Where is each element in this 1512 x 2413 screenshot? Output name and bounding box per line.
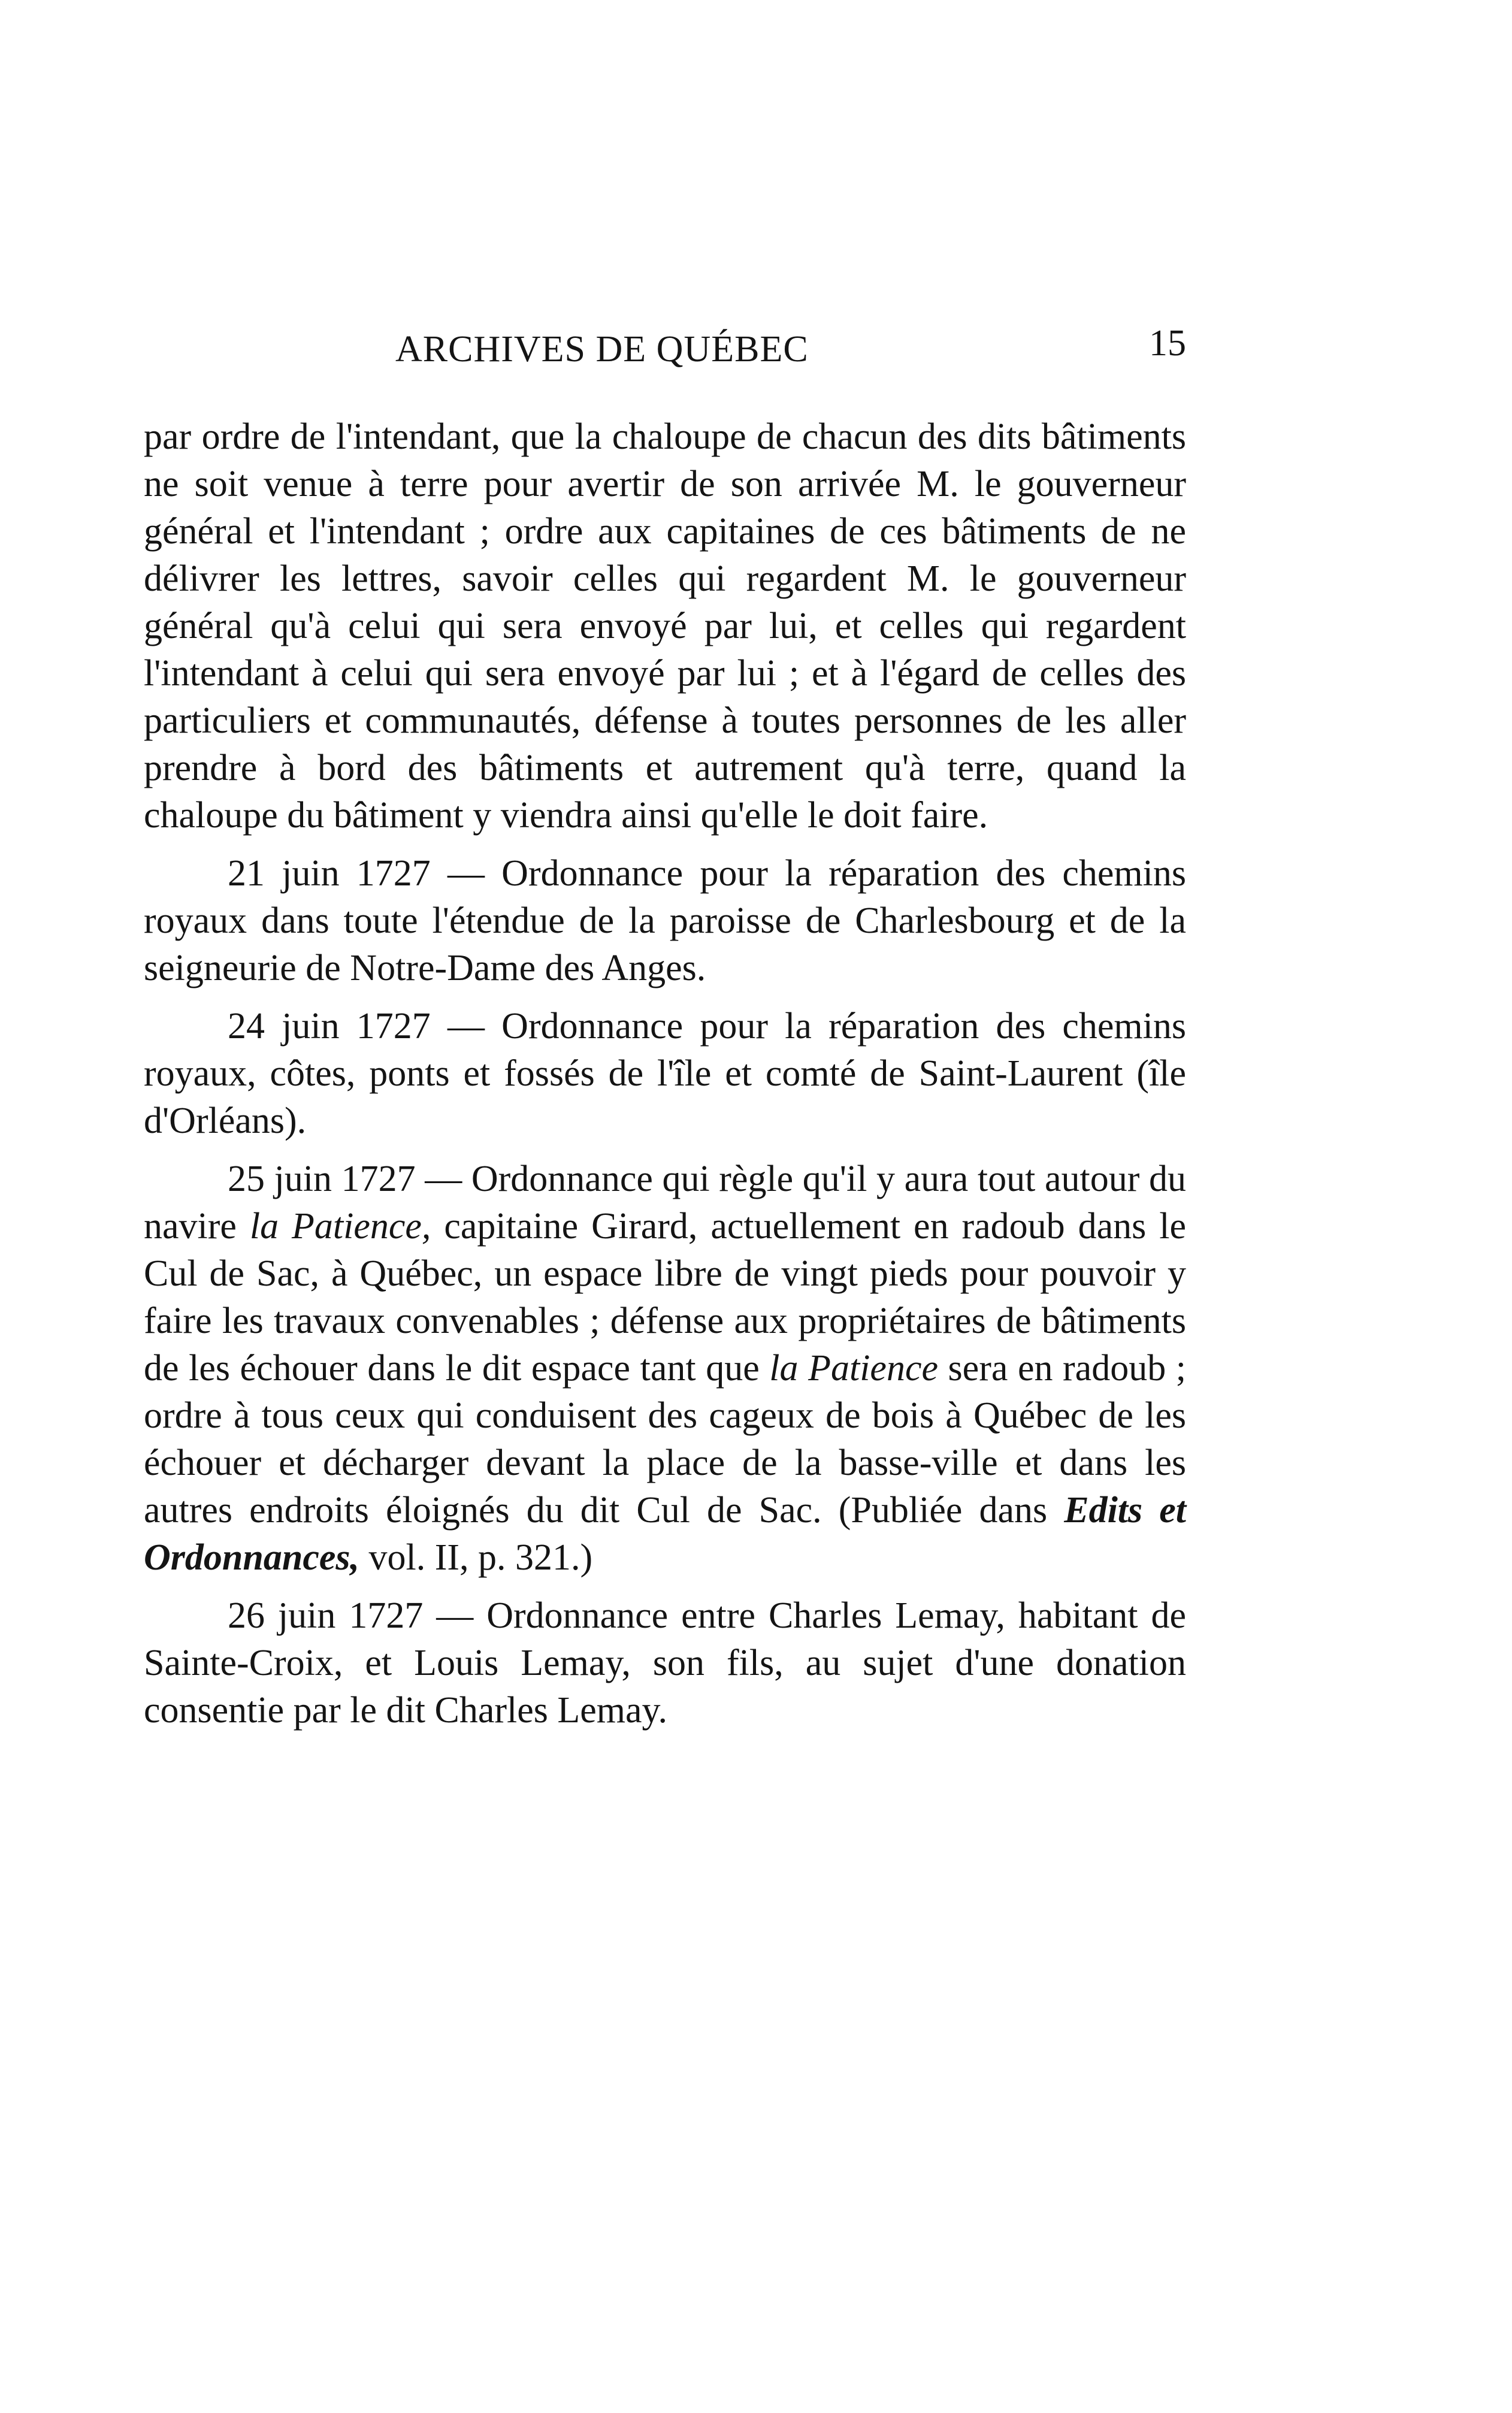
page-header <box>144 323 1186 388</box>
ship-name: la Patience <box>769 1348 938 1389</box>
publication-title: Edits et Ordonnances, <box>144 1490 1186 1578</box>
paragraph-entry-24-juin: 24 juin 1727 — Ordonnance pour la réparation des chemins royaux, côtes, ponts et fossés de l'île et comté de Saint-Laurent (île d'Orléans). <box>144 1006 1186 1141</box>
entry-text: capitaine Girard, actuellement en radoub dans le Cul de Sac, à Québec, un espace libre de vingt pieds pour pouvoir y faire les travaux convenables ; défense aux propriétaires de bâtiments de les échouer dans le dit espace tant que <box>144 1206 1186 1389</box>
page-number: 15 <box>1149 323 1186 364</box>
entry-text: vol. II, p. 321.) <box>359 1537 593 1578</box>
paragraph-entry-26-juin: 26 juin 1727 — Ordonnance entre Charles Lemay, habitant de Sainte-Croix, et Louis Lemay, son fils, au sujet d'une donation consentie par le dit Charles Lemay. <box>144 1595 1186 1731</box>
running-title: ARCHIVES DE QUÉBEC <box>395 329 809 370</box>
ship-name: la Patience, <box>249 1206 431 1247</box>
paragraph-continuation: par ordre de l'intendant, que la chaloupe de chacun des dits bâtiments ne soit venue à terre pour avertir de son arrivée M. le gouverneur général et l'intendant ; ordre aux capitaines de ces bâtiments de ne délivrer les lettres, savoir celles qui regardent M. le gouverneur général qu'à celui qui sera envoyé par lui, et celles qui regardent l'intendant à celui qui sera envoyé par lui ; et à l'égard de celles des particuliers et communautés, défense à toutes personnes de les aller prendre à bord des bâtiments et autrement qu'à terre, quand la chaloupe du bâtiment y viendra ainsi qu'elle le doit faire. <box>144 416 1186 836</box>
paragraph-entry-21-juin: 21 juin 1727 — Ordonnance pour la réparation des chemins royaux dans toute l'étendue de la paroisse de Charlesbourg et de la seigneurie de Notre-Dame des Anges. <box>144 853 1186 988</box>
body-text <box>144 413 1186 1745</box>
paragraph-entry-25-juin <box>144 1156 1186 1582</box>
entry-text: 25 juin 1727 — Ordonnance qui règle qu'il y aura tout autour du navire <box>144 1159 1186 1247</box>
entry-text: sera en radoub ; ordre à tous ceux qui conduisent des cageux de bois à Québec de les échouer et décharger devant la place de la basse-ville et dans les autres endroits éloignés du dit Cul de Sac. (Publiée dans <box>144 1348 1186 1531</box>
